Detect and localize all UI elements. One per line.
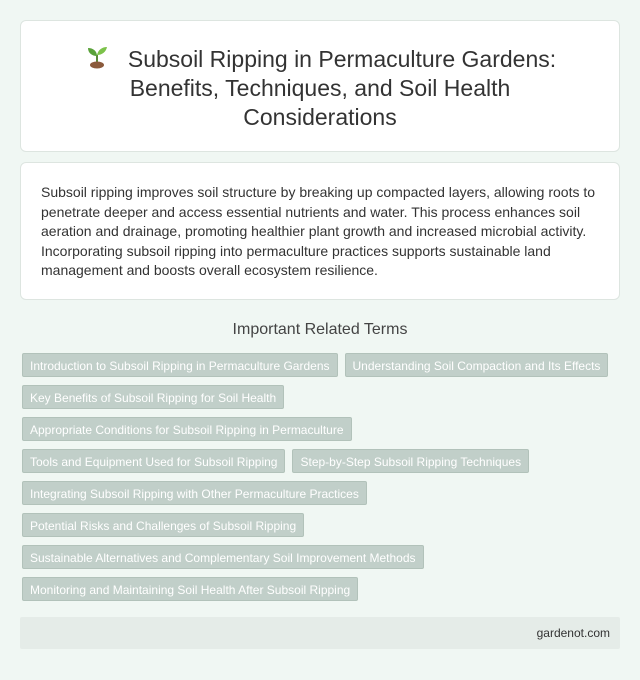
- sprout-icon: [84, 43, 110, 69]
- term-row: [22, 577, 622, 601]
- term-row: [22, 545, 622, 569]
- page-title: [51, 43, 589, 132]
- term-tag[interactable]: Sustainable Alternatives and Complementary Soil Improvement Methods: [22, 545, 424, 569]
- summary-card: [20, 162, 620, 300]
- term-tag[interactable]: Tools and Equipment Used for Subsoil Ripping: [22, 449, 285, 473]
- term-tag[interactable]: Key Benefits of Subsoil Ripping for Soil Health: [22, 385, 284, 409]
- page-title-text: Subsoil Ripping in Permaculture Gardens: Benefits, Techniques, and Soil Health Considerations: [127, 46, 557, 130]
- term-tag[interactable]: Monitoring and Maintaining Soil Health After Subsoil Ripping: [22, 577, 358, 601]
- term-tag[interactable]: Introduction to Subsoil Ripping in Permaculture Gardens: [22, 353, 338, 377]
- term-tag[interactable]: Understanding Soil Compaction and Its Effects: [345, 353, 609, 377]
- term-row: [22, 513, 622, 537]
- term-tag[interactable]: Step-by-Step Subsoil Ripping Techniques: [292, 449, 529, 473]
- term-row: [22, 481, 622, 505]
- title-card: [20, 20, 620, 152]
- footer-site-link[interactable]: gardenot.com: [536, 626, 610, 640]
- footer: [20, 617, 620, 649]
- term-row: [22, 417, 622, 441]
- term-tag[interactable]: Potential Risks and Challenges of Subsoil Ripping: [22, 513, 304, 537]
- related-terms-list: [22, 353, 622, 609]
- term-row: [22, 449, 622, 473]
- term-tag[interactable]: Appropriate Conditions for Subsoil Ripping in Permaculture: [22, 417, 352, 441]
- summary-text: Subsoil ripping improves soil structure by breaking up compacted layers, allowing roots to penetrate deeper and access essential nutrients and water. This process enhances soil aeration and drainage, promoting healthier plant growth and increased microbial activity. Incorporating subsoil ripping into permaculture practices supports sustainable land management and boosts overall ecosystem resilience.: [41, 184, 596, 278]
- term-tag[interactable]: Integrating Subsoil Ripping with Other Permaculture Practices: [22, 481, 367, 505]
- term-row: [22, 385, 622, 409]
- related-terms-heading: Important Related Terms: [232, 321, 408, 338]
- term-row: [22, 353, 622, 377]
